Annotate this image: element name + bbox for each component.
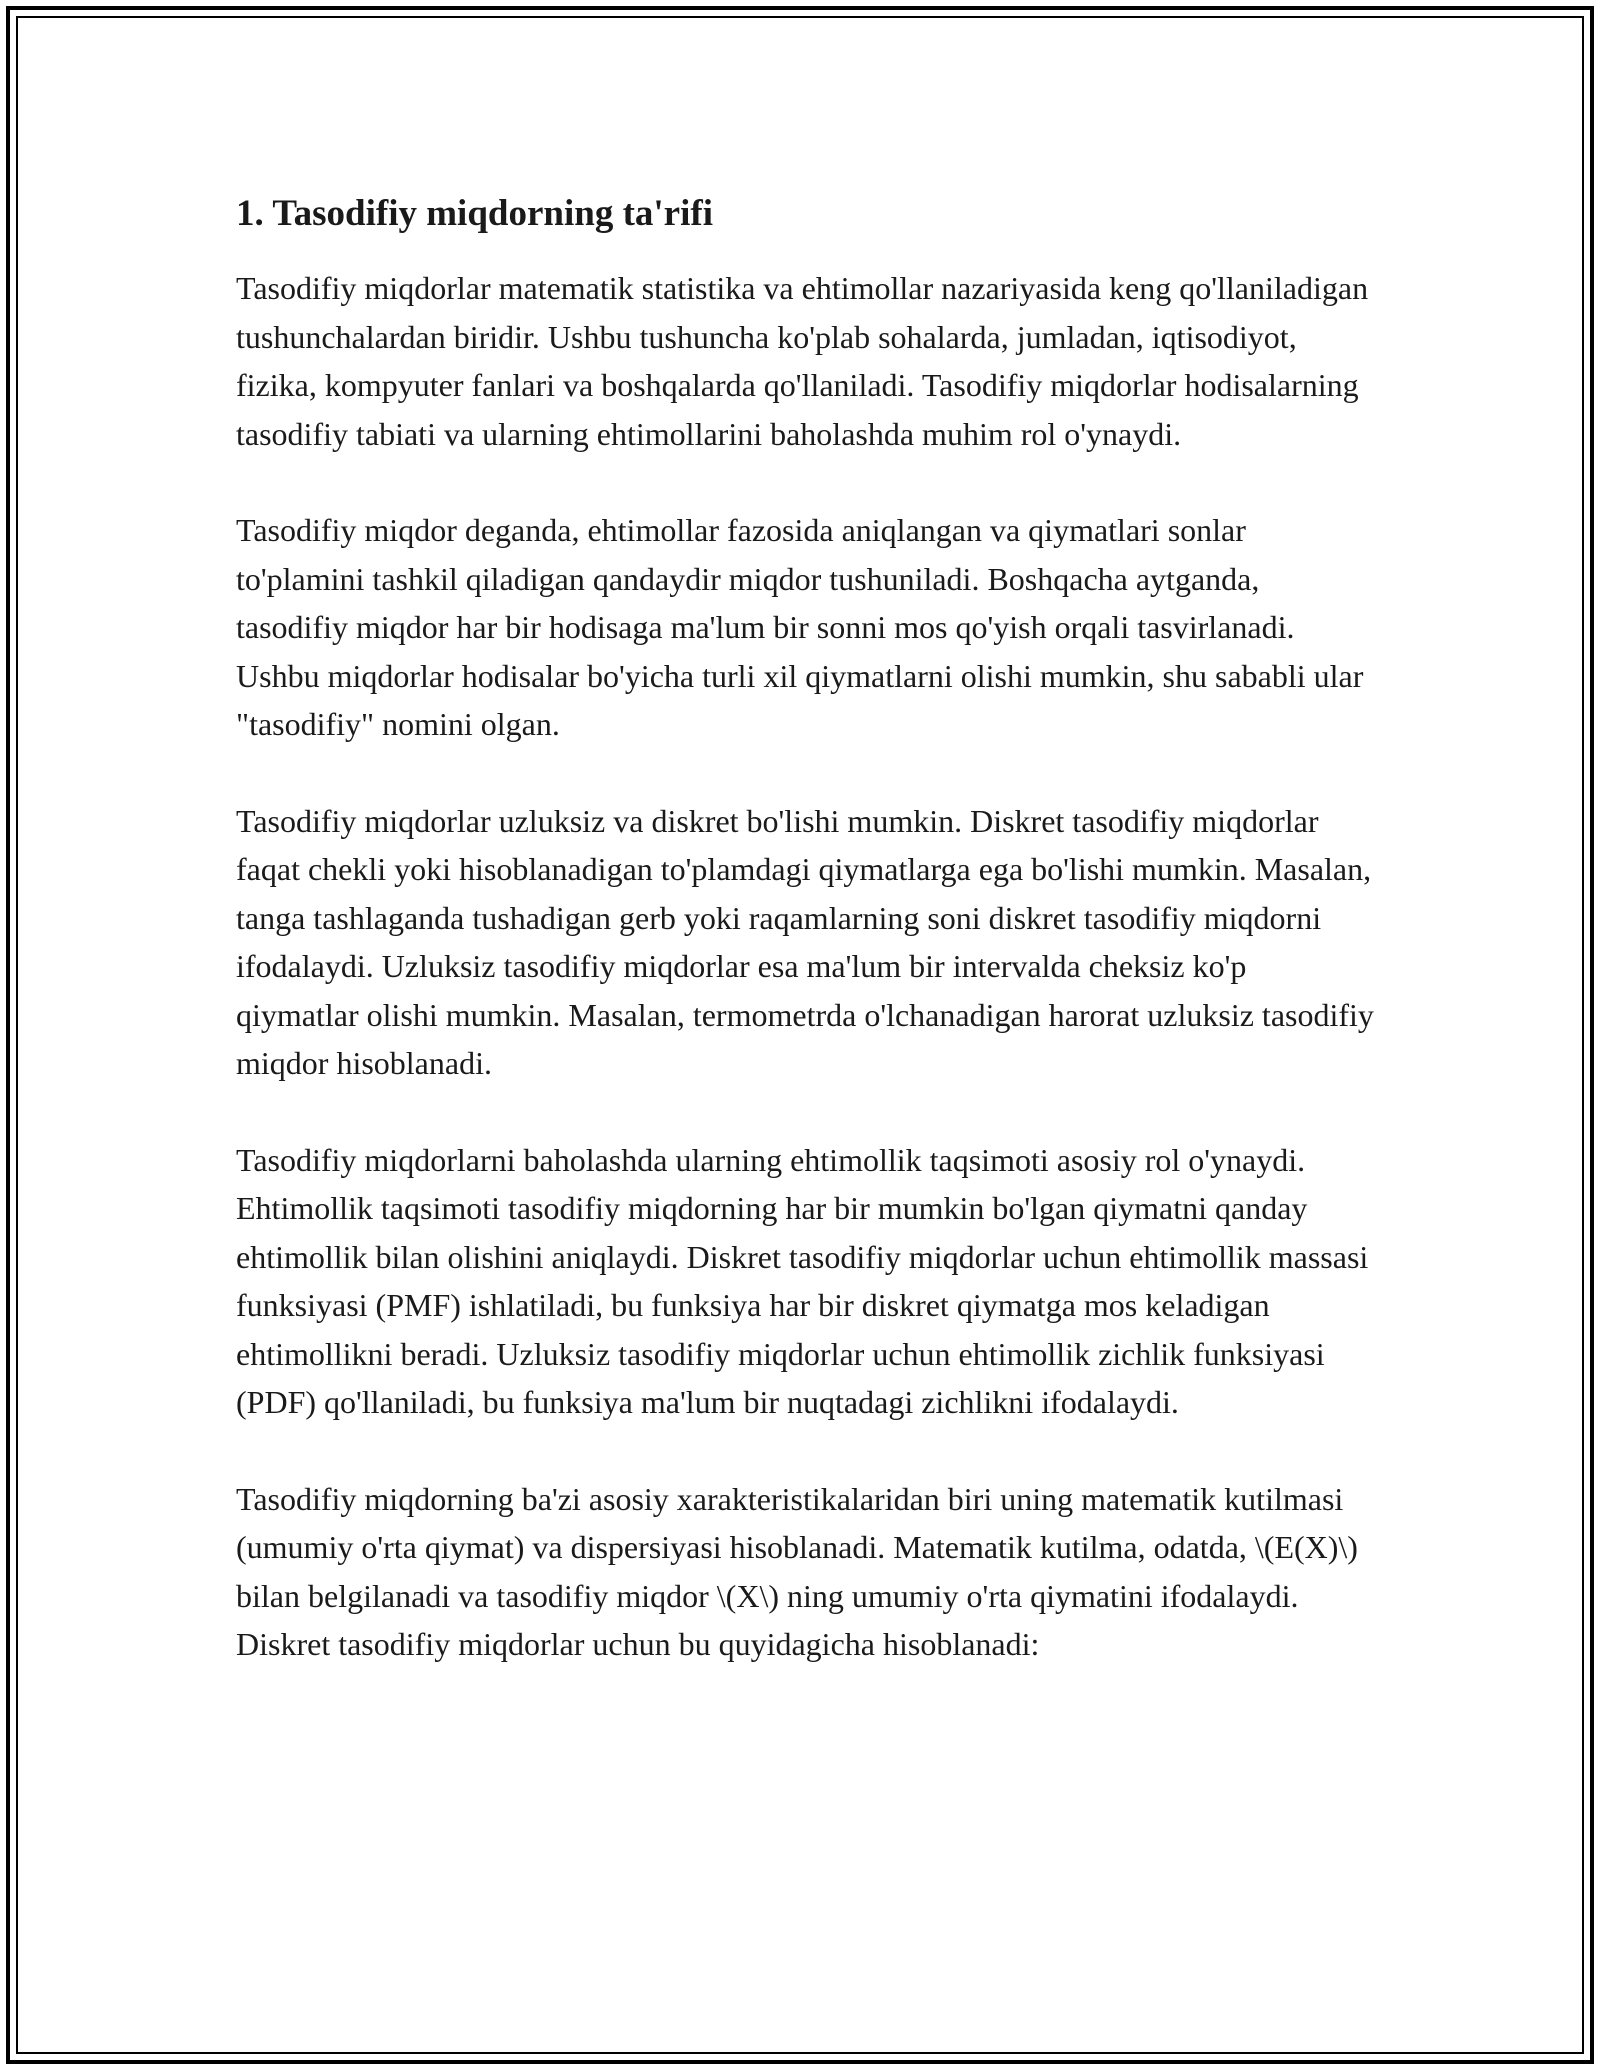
section-heading: 1. Tasodifiy miqdorning ta'rifi (236, 193, 713, 234)
paragraph-intro: Tasodifiy miqdorlar matematik statistika va ehtimollar nazariyasida keng qo'llaniladigan tushunchalardan biridir. Ushbu tushuncha ko'plab sohalarda, jumladan, iqtisodiyot, fizika, kompyuter fanlari va boshqalarda qo'llaniladi. Tasodifiy miqdorlar hodisalarning tasodifiy tabiati va ularning ehtimollarini baholashda muhim rol o'ynaydi. (236, 270, 1369, 452)
paragraph-definition: Tasodifiy miqdor deganda, ehtimollar fazosida aniqlangan va qiymatlari sonlar to'plamini tashkil qiladigan qandaydir miqdor tushuniladi. Boshqacha aytganda, tasodifiy miqdor har bir hodisaga ma'lum bir sonni mos qo'yish orqali tasvirlanadi. Ushbu miqdorlar hodisalar bo'yicha turli xil qiymatlarni olishi mumkin, shu sababli ular "tasodifiy" nomini olgan. (236, 512, 1364, 742)
paragraph-types: Tasodifiy miqdorlar uzluksiz va diskret bo'lishi mumkin. Diskret tasodifiy miqdorlar faqat chekli yoki hisoblanadigan to'plamdagi qiymatlarga ega bo'lishi mumkin. Masalan, tanga tashlaganda tushadigan gerb yoki raqamlarning soni diskret tasodifiy miqdorni ifodalaydi. Uzluksiz tasodifiy miqdorlar esa ma'lum bir intervalda cheksiz ko'p qiymatlar olishi mumkin. Masalan, termometrda o'lchanadigan harorat uzluksiz tasodifiy miqdor hisoblanadi. (236, 802, 1374, 1081)
paragraph-expectation: Tasodifiy miqdorning ba'zi asosiy xarakteristikalaridan biri uning matematik kutilmasi (umumiy o'rta qiymat) va dispersiyasi hisoblanadi. Matematik kutilma, odatda, \(E(X)\) bilan belgilanadi va tasodifiy miqdor \(X\) ning umumiy o'rta qiymatini ifodalaydi. Diskret tasodifiy miqdorlar uchun bu quyidagicha hisoblanadi: (236, 1480, 1358, 1662)
document-body (236, 186, 1376, 1717)
paragraph-distribution: Tasodifiy miqdorlarni baholashda ularning ehtimollik taqsimoti asosiy rol o'ynaydi. Ehtimollik taqsimoti tasodifiy miqdorning har bir mumkin bo'lgan qiymatni qanday ehtimollik bilan olishini aniqlaydi. Diskret tasodifiy miqdorlar uchun ehtimollik massasi funksiyasi (PMF) ishlatiladi, bu funksiya har bir diskret qiymatga mos keladigan ehtimollikni beradi. Uzluksiz tasodifiy miqdorlar uchun ehtimollik zichlik funksiyasi (PDF) qo'llaniladi, bu funksiya ma'lum bir nuqtadagi zichlikni ifodalaydi. (236, 1141, 1369, 1420)
